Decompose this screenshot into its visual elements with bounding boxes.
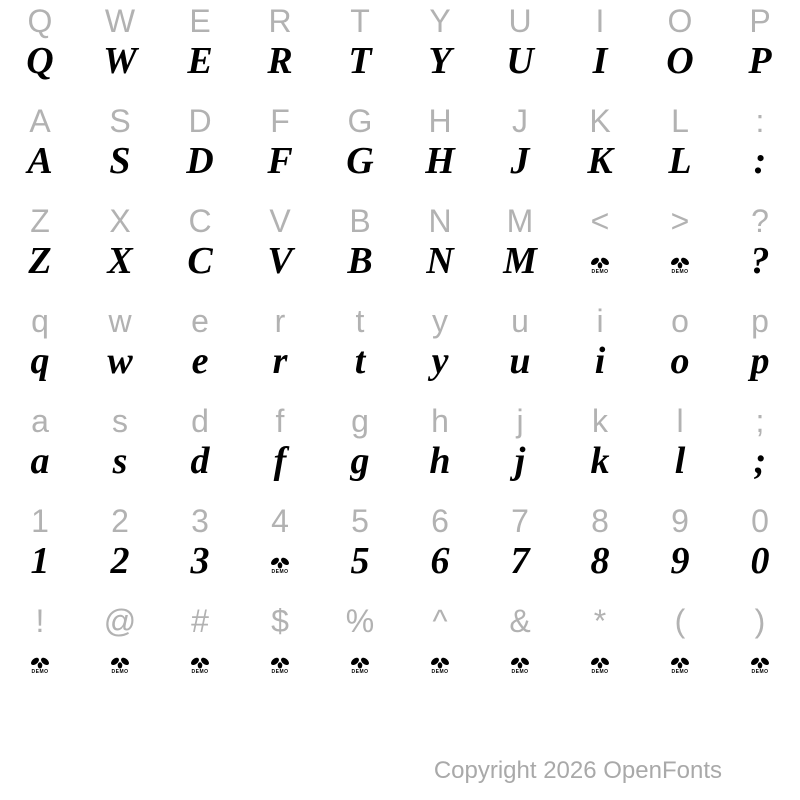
reference-char: 5 — [351, 503, 369, 539]
reference-char: w — [108, 303, 132, 339]
reference-char: G — [347, 103, 373, 139]
reference-char: ; — [755, 403, 765, 439]
reference-char: L — [671, 103, 689, 139]
reference-char: ( — [674, 603, 686, 639]
reference-char: 7 — [511, 503, 529, 539]
specimen-char: P — [748, 40, 772, 82]
specimen-char: 9 — [670, 540, 690, 582]
specimen-char: 5 — [350, 540, 370, 582]
reference-char: % — [345, 603, 375, 639]
reference-char: l — [676, 403, 684, 439]
specimen-char: S — [109, 140, 131, 182]
reference-char: a — [31, 403, 49, 439]
reference-char: P — [749, 3, 771, 39]
demo-glyph — [30, 657, 50, 675]
specimen-row — [0, 40, 800, 82]
reference-row — [0, 202, 800, 240]
demo-fleuron-icon — [670, 257, 690, 269]
reference-char: 4 — [271, 503, 289, 539]
reference-char: $ — [271, 603, 289, 639]
reference-char: p — [751, 303, 769, 339]
specimen-row — [0, 440, 800, 482]
reference-char: f — [275, 403, 285, 439]
specimen-row — [0, 640, 800, 682]
reference-char: * — [593, 603, 607, 639]
demo-fleuron-icon — [270, 657, 290, 669]
row-pair — [0, 400, 800, 500]
reference-char: 0 — [751, 503, 769, 539]
specimen-char: N — [426, 240, 454, 282]
reference-char: & — [509, 603, 531, 639]
reference-char: W — [104, 3, 136, 39]
demo-label: DEMO — [271, 569, 289, 575]
specimen-char: 2 — [110, 540, 130, 582]
demo-glyph-cell — [480, 640, 560, 682]
specimen-char: p — [750, 340, 770, 382]
reference-char: Q — [27, 3, 53, 39]
specimen-char: a — [30, 440, 50, 482]
reference-char: Z — [30, 203, 50, 239]
demo-label: DEMO — [591, 269, 609, 275]
reference-char: ! — [35, 603, 45, 639]
reference-char: V — [269, 203, 291, 239]
specimen-char: D — [186, 140, 214, 182]
demo-glyph — [590, 657, 610, 675]
reference-char: i — [596, 303, 604, 339]
demo-glyph — [190, 657, 210, 675]
specimen-char: W — [103, 40, 137, 82]
row-pair — [0, 600, 800, 700]
demo-label: DEMO — [671, 269, 689, 275]
specimen-char: e — [191, 340, 209, 382]
reference-char: y — [432, 303, 448, 339]
demo-fleuron-icon — [670, 657, 690, 669]
reference-row — [0, 402, 800, 440]
demo-label: DEMO — [351, 669, 369, 675]
reference-char: k — [592, 403, 608, 439]
reference-char: O — [667, 3, 693, 39]
demo-glyph-cell — [160, 640, 240, 682]
specimen-char: 6 — [430, 540, 450, 582]
specimen-char: H — [425, 140, 455, 182]
specimen-char: f — [273, 440, 287, 482]
reference-char: s — [112, 403, 128, 439]
specimen-char: Z — [28, 240, 52, 282]
specimen-char: : — [753, 140, 767, 182]
specimen-char: M — [503, 240, 537, 282]
reference-row — [0, 502, 800, 540]
demo-fleuron-icon — [590, 657, 610, 669]
reference-char: M — [506, 203, 534, 239]
specimen-char: 3 — [190, 540, 210, 582]
specimen-char: k — [590, 440, 610, 482]
reference-char: > — [670, 203, 690, 239]
demo-glyph-cell — [400, 640, 480, 682]
specimen-char: i — [594, 340, 606, 382]
reference-char: d — [191, 403, 209, 439]
demo-glyph — [430, 657, 450, 675]
specimen-char: R — [267, 40, 293, 82]
demo-glyph-cell — [240, 540, 320, 582]
reference-char: D — [188, 103, 212, 139]
demo-fleuron-icon — [430, 657, 450, 669]
reference-row — [0, 2, 800, 40]
specimen-char: y — [431, 340, 449, 382]
reference-char: : — [755, 103, 765, 139]
reference-char: F — [270, 103, 290, 139]
row-pair — [0, 0, 800, 100]
row-pair — [0, 200, 800, 300]
demo-glyph-cell — [560, 240, 640, 282]
demo-glyph — [670, 257, 690, 275]
specimen-char: O — [666, 40, 694, 82]
demo-label: DEMO — [271, 669, 289, 675]
demo-glyph — [270, 657, 290, 675]
demo-fleuron-icon — [590, 257, 610, 269]
specimen-char: 7 — [510, 540, 530, 582]
specimen-char: g — [350, 440, 370, 482]
reference-row — [0, 302, 800, 340]
demo-glyph-cell — [560, 640, 640, 682]
copyright-text: Copyright 2026 OpenFonts — [433, 757, 722, 784]
specimen-row — [0, 240, 800, 282]
demo-fleuron-icon — [750, 657, 770, 669]
demo-fleuron-icon — [510, 657, 530, 669]
reference-char: X — [109, 203, 131, 239]
reference-char: R — [268, 3, 292, 39]
specimen-char: A — [27, 140, 53, 182]
specimen-char: s — [112, 440, 128, 482]
demo-glyph-cell — [640, 240, 720, 282]
reference-char: q — [31, 303, 49, 339]
demo-fleuron-icon — [190, 657, 210, 669]
specimen-char: F — [267, 140, 293, 182]
specimen-char: L — [668, 140, 692, 182]
specimen-row — [0, 540, 800, 582]
demo-glyph — [270, 557, 290, 575]
specimen-char: E — [187, 40, 213, 82]
specimen-row — [0, 340, 800, 382]
demo-fleuron-icon — [30, 657, 50, 669]
specimen-char: C — [187, 240, 213, 282]
reference-char: 6 — [431, 503, 449, 539]
reference-char: e — [191, 303, 209, 339]
specimen-char: G — [346, 140, 374, 182]
specimen-char: l — [674, 440, 686, 482]
reference-char: # — [191, 603, 209, 639]
reference-char: o — [671, 303, 689, 339]
reference-char: ^ — [432, 603, 448, 639]
demo-fleuron-icon — [110, 657, 130, 669]
demo-glyph — [670, 657, 690, 675]
reference-char: 2 — [111, 503, 129, 539]
demo-label: DEMO — [31, 669, 49, 675]
specimen-char: 0 — [750, 540, 770, 582]
demo-glyph — [110, 657, 130, 675]
reference-char: B — [349, 203, 371, 239]
specimen-char: 8 — [590, 540, 610, 582]
demo-glyph — [590, 257, 610, 275]
demo-glyph-cell — [0, 640, 80, 682]
specimen-char: X — [107, 240, 133, 282]
demo-label: DEMO — [591, 669, 609, 675]
reference-char: j — [516, 403, 524, 439]
specimen-char: ? — [750, 240, 770, 282]
specimen-char: q — [30, 340, 50, 382]
reference-char: 3 — [191, 503, 209, 539]
reference-char: 8 — [591, 503, 609, 539]
specimen-char: 1 — [30, 540, 50, 582]
reference-char: 1 — [31, 503, 49, 539]
specimen-char: t — [354, 340, 366, 382]
specimen-char: o — [670, 340, 690, 382]
reference-char: K — [589, 103, 611, 139]
specimen-char: u — [509, 340, 531, 382]
specimen-char: d — [190, 440, 210, 482]
demo-label: DEMO — [111, 669, 129, 675]
reference-char: S — [109, 103, 131, 139]
reference-char: E — [189, 3, 211, 39]
specimen-char: V — [267, 240, 293, 282]
reference-char: ? — [751, 203, 769, 239]
reference-row — [0, 102, 800, 140]
demo-glyph — [750, 657, 770, 675]
demo-glyph — [510, 657, 530, 675]
demo-glyph-cell — [640, 640, 720, 682]
demo-label: DEMO — [431, 669, 449, 675]
reference-char: g — [351, 403, 369, 439]
demo-label: DEMO — [511, 669, 529, 675]
specimen-char: Q — [26, 40, 54, 82]
demo-fleuron-icon — [350, 657, 370, 669]
reference-char: u — [511, 303, 529, 339]
reference-char: I — [595, 3, 605, 39]
reference-row — [0, 602, 800, 640]
reference-char: < — [590, 203, 610, 239]
reference-char: N — [428, 203, 452, 239]
reference-char: r — [274, 303, 286, 339]
reference-char: t — [355, 303, 365, 339]
specimen-char: ; — [753, 440, 767, 482]
demo-label: DEMO — [751, 669, 769, 675]
reference-char: 9 — [671, 503, 689, 539]
demo-glyph-cell — [80, 640, 160, 682]
specimen-row — [0, 140, 800, 182]
specimen-char: B — [347, 240, 373, 282]
specimen-char: w — [107, 340, 133, 382]
specimen-char: U — [506, 40, 534, 82]
specimen-char: Y — [428, 40, 452, 82]
reference-char: @ — [103, 603, 137, 639]
demo-glyph-cell — [720, 640, 800, 682]
reference-char: h — [431, 403, 449, 439]
reference-char: H — [428, 103, 452, 139]
reference-char: A — [29, 103, 51, 139]
reference-char: C — [188, 203, 212, 239]
specimen-char: r — [272, 340, 288, 382]
row-pair — [0, 100, 800, 200]
demo-label: DEMO — [191, 669, 209, 675]
row-pair — [0, 300, 800, 400]
specimen-char: j — [514, 440, 526, 482]
reference-char: T — [350, 3, 370, 39]
reference-char: Y — [429, 3, 451, 39]
demo-glyph-cell — [320, 640, 400, 682]
demo-label: DEMO — [671, 669, 689, 675]
demo-glyph-cell — [240, 640, 320, 682]
demo-fleuron-icon — [270, 557, 290, 569]
specimen-char: T — [348, 40, 372, 82]
reference-char: U — [508, 3, 532, 39]
specimen-char: K — [587, 140, 613, 182]
demo-glyph — [350, 657, 370, 675]
specimen-char: h — [429, 440, 451, 482]
row-pair — [0, 500, 800, 600]
reference-char: ) — [754, 603, 766, 639]
specimen-char: J — [510, 140, 530, 182]
specimen-char: I — [592, 40, 608, 82]
reference-char: J — [512, 103, 528, 139]
